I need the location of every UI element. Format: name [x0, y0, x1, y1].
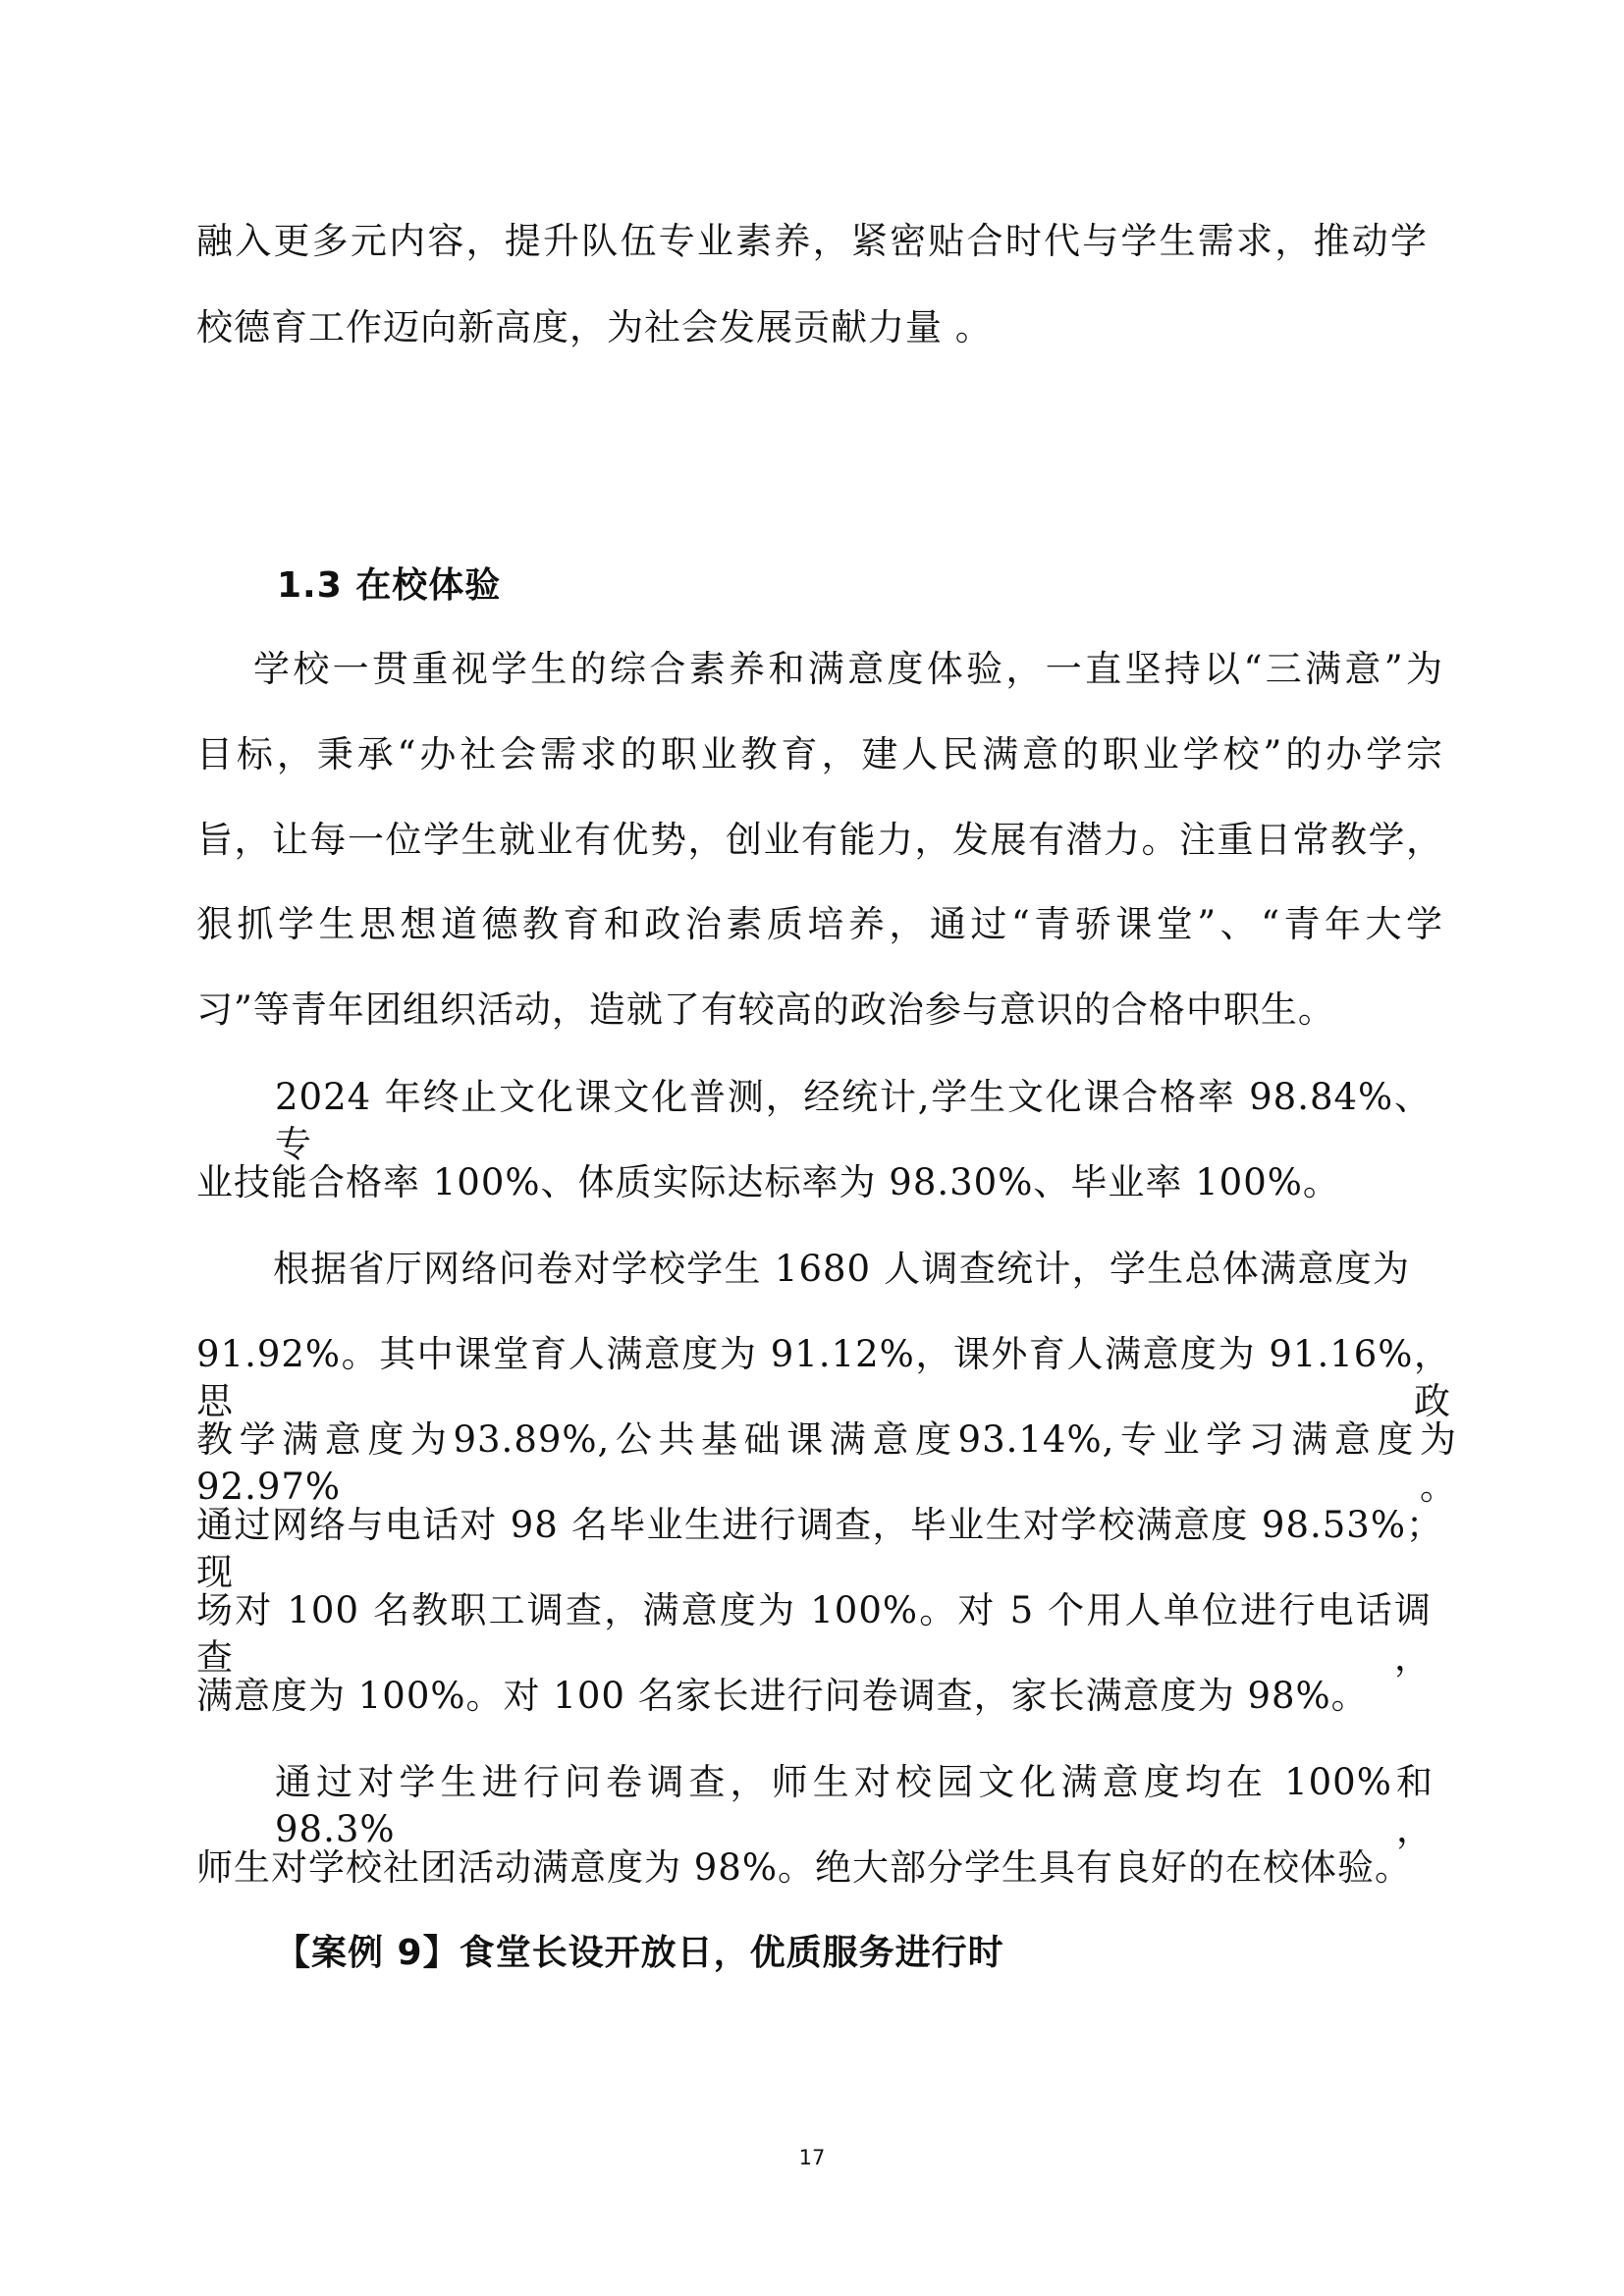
- paragraph-5-line-1: 通过对学生进行问卷调查，师生对校园文化满意度均在 100%和 98.3%，: [275, 1761, 1434, 1850]
- paragraph-4-line-3: 教学满意度为93.89%,公共基础课满意度93.14%,专业学习满意度为92.97%。: [196, 1418, 1457, 1508]
- paragraph-3-line-1: 2024 年终止文化课文化普测，经统计,学生文化课合格率 98.84%、专: [275, 1076, 1432, 1165]
- paragraph-3-line-2: 业技能合格率 100%、体质实际达标率为 98.30%、毕业率 100%。: [196, 1161, 1340, 1203]
- case-heading: 【案例 9】食堂长设开放日，优质服务进行时: [275, 1933, 1004, 1973]
- paragraph-2-line-3: 旨，让每一位学生就业有优势，创业有能力，发展有潜力。注重日常教学，: [196, 819, 1443, 861]
- paragraph-4-line-4: 通过网络与电话对 98 名毕业生进行调查，毕业生对学校满意度 98.53%；现: [196, 1504, 1443, 1593]
- paragraph-4-line-6: 满意度为 100%。对 100 名家长进行问卷调查，家长满意度为 98%。: [196, 1675, 1369, 1717]
- paragraph-4-line-2: 91.92%。其中课堂育人满意度为 91.12%，课外育人满意度为 91.16%，思政: [196, 1333, 1451, 1422]
- paragraph-1-line-1: 融入更多元内容，提升队伍专业素养，紧密贴合时代与学生需求，推动学: [196, 220, 1428, 262]
- paragraph-5-line-2: 师生对学校社团活动满意度为 98%。绝大部分学生具有良好的在校体验。: [196, 1846, 1412, 1889]
- paragraph-2-line-5: 习”等青年团组织活动，造就了有较高的政治参与意识的合格中职生。: [196, 988, 1335, 1031]
- paragraph-2-line-2: 目标，秉承“办社会需求的职业教育，建人民满意的职业学校”的办学宗: [196, 733, 1443, 775]
- paragraph-4-line-1: 根据省厅网络问卷对学校学生 1680 人调查统计，学生总体满意度为: [273, 1248, 1410, 1290]
- paragraph-1-line-2: 校德育工作迈向新高度，为社会发展贡献力量 。: [196, 306, 993, 348]
- page-number: 17: [798, 2146, 826, 2169]
- paragraph-2-line-4: 狠抓学生思想道德教育和政治素质培养，通过“青骄课堂”、“青年大学: [196, 903, 1443, 945]
- paragraph-4-line-5: 场对 100 名教职工调查，满意度为 100%。对 5 个用人单位进行电话调查，: [196, 1589, 1432, 1679]
- paragraph-2-line-1: 学校一贯重视学生的综合素养和满意度体验，一直坚持以“三满意”为: [253, 648, 1443, 690]
- section-heading: 1.3 在校体验: [277, 565, 502, 606]
